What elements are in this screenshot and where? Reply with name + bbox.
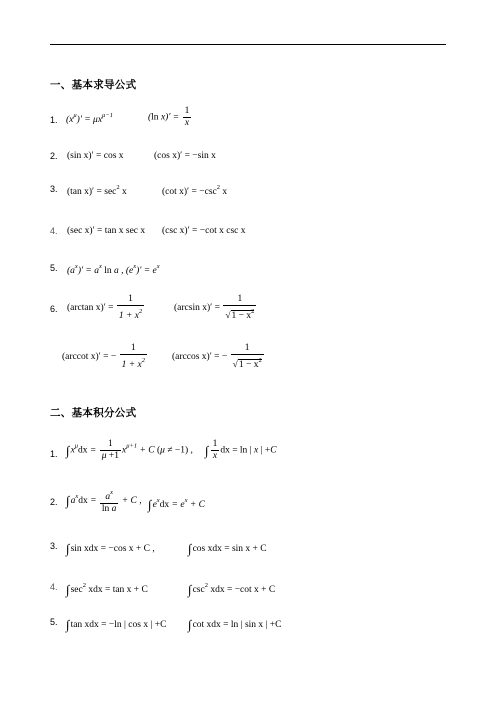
derivative-formula-3	[50, 184, 228, 197]
natural-exp-integral: $\int e^xdx = e^x + C$	[148, 497, 205, 512]
arcsin-derivative: (arcsin x)′ = $\frac{1}{√1 - x^2}$	[174, 294, 255, 321]
sin-integral: ∫sin xdx = −cos x + C ,	[66, 541, 155, 556]
sec-derivative: (sec x)′ = tan x sec x	[67, 226, 146, 236]
formula-number: 6.	[50, 304, 58, 314]
reciprocal-integral: ∫ $\frac{1}{x}$ dx = ln | x | +C	[205, 439, 277, 461]
exponential-integral: $\int a^xdx$ = $\frac{a^x}{\text{ln a}}$ + C ,	[66, 489, 142, 514]
formula-number: 4.	[50, 226, 58, 236]
formula-number: 4.	[50, 582, 58, 592]
csc-derivative: (csc x)′ = −cot x csc x	[162, 226, 246, 236]
sin-derivative: (sin x)′ = cos x	[67, 151, 124, 161]
ln-derivative: (ln x)′ = $\frac{1}{x}$	[148, 106, 190, 128]
csc-squared-integral: $\int\csc^2$ xdx = −cot x + C	[188, 582, 276, 597]
formula-number: 2.	[50, 151, 58, 161]
formula-number: 2.	[50, 497, 58, 507]
formula-number: 1.	[50, 449, 58, 459]
formula-number: 3.	[50, 541, 58, 551]
power-integral: $\int x^\mu dx$ = $\frac{1}{\mu +1}$ $x^{\mu+1} + C$ (μ ≠ −1) ,	[66, 439, 193, 461]
derivative-formula-2	[50, 151, 216, 163]
formula-number: 3.	[50, 184, 58, 194]
derivative-formula-4	[50, 226, 246, 238]
integral-formula-2	[50, 489, 205, 514]
formula-number: 5.	[50, 263, 58, 273]
cos-integral: ∫cos xdx = sin x + C	[188, 541, 267, 556]
arccos-derivative: (arccos x)′ = − $\frac{1}{√1 - x^2}$	[172, 343, 262, 370]
derivative-formula-6	[50, 294, 255, 321]
derivative-formula-1	[50, 106, 190, 128]
tan-derivative: (tan $x)' = \sec^2 x$	[67, 184, 127, 197]
header-rule	[50, 44, 446, 45]
derivative-formula-5	[50, 263, 160, 276]
arccot-derivative: (arccot x)′ = − $\frac{1}{1 + x^2}$	[62, 343, 145, 370]
formula-number: 5.	[50, 617, 58, 627]
exponential-derivatives: $(a^x)' = a^x$ ln a , $(e^x)' = e^x$	[67, 263, 160, 276]
power-rule: $(x^\mu)' = \mu x^{\mu-1}$	[66, 112, 113, 125]
cot-integral: ∫cot xdx = ln | sin x | +C	[188, 617, 282, 632]
cot-derivative: (cot $x)' = -\csc^2$ x	[162, 184, 228, 197]
integral-formula-3	[50, 541, 267, 556]
arctan-derivative: (arctan x)′ = $\frac{1}{1 + x^2}$	[67, 294, 143, 321]
section-heading-integrals: 二、基本积分公式	[50, 407, 137, 419]
sec-squared-integral: $\int\sec^2$ xdx = tan x + C	[66, 582, 148, 597]
formula-number: 1.	[50, 115, 58, 125]
integral-formula-1	[50, 439, 277, 461]
section-heading-derivatives: 一、基本求导公式	[50, 79, 137, 91]
integral-formula-4	[50, 582, 276, 597]
integral-formula-5	[50, 617, 282, 632]
cos-derivative: (cos x)′ = −sin x	[154, 151, 216, 161]
tan-integral: ∫tan xdx = −ln | cos x | +C	[66, 617, 167, 632]
